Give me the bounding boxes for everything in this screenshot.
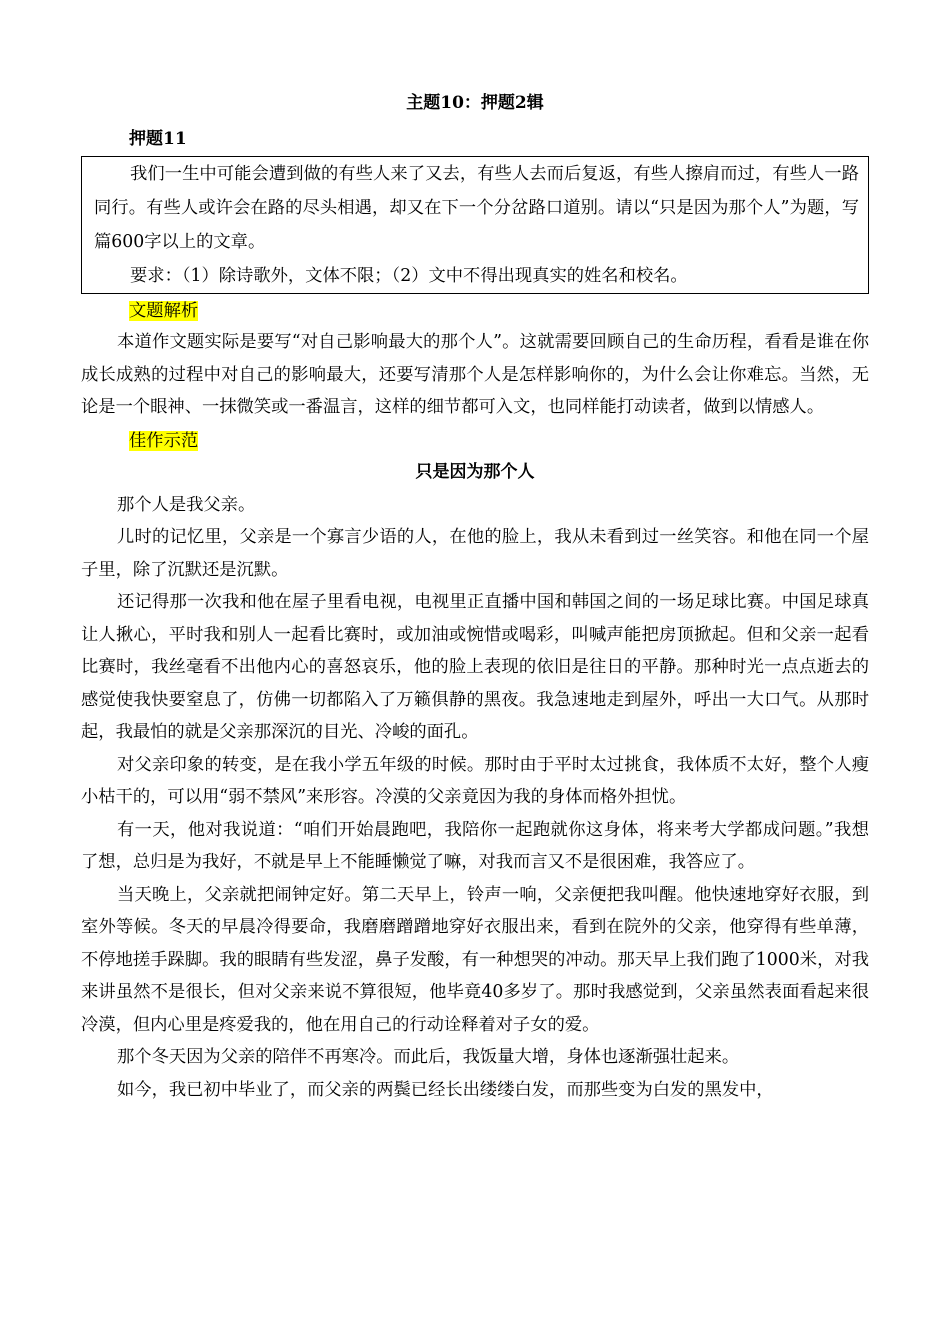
essay-paragraph-3: 还记得那一次我和他在屋子里看电视，电视里正直播中国和韩国之间的一场足球比赛。中国足球真让人揪心，平时我和别人一起看比赛时，或加油或惋惜或喝彩，叫喊声能把房顶掀起。但和父亲一起看比赛时，我丝毫看不出他内心的喜怒哀乐，他的脸上表现的依旧是往日的平静。那种时光一点点逝去的感觉使我快要窒息了，仿佛一切都陷入了万籁俱静的黑夜。我急速地走到屋外，呼出一大口气。从那时起，我最怕的就是父亲那深沉的目光、冷峻的面孔。 [81,592,869,742]
document-page [81,88,869,1106]
essay-paragraph-5: 有一天，他对我说道：“咱们开始晨跑吧，我陪你一起跑就你这身体，将来考大学都成问题。”我想了想，总归是为我好，不就是早上不能睡懒觉了嘛，对我而言又不是很困难，我答应了。 [81,819,869,872]
analysis-label: 文题解析 [129,301,199,321]
section-subtitle: 押题11 [129,129,187,149]
prompt-paragraph: 我们一生中可能会遭到做的有些人来了又去，有些人去而后复返，有些人擦肩而过，有些人一路同行。有些人或许会在路的尽头相遇，却又在下一个分岔路口道别。请以“只是因为那个人”为题，写篇600字以上的文章。 [94,164,859,252]
example-label-row [81,426,869,456]
essay-paragraph-4: 对父亲印象的转变，是在我小学五年级的时候。那时由于平时太过挑食，我体质不太好，整个人瘦小枯干的，可以用“弱不禁风”来形容。冷漠的父亲竟因为我的身体而格外担忧。 [81,754,869,807]
essay-paragraph-6: 当天晚上，父亲就把闹钟定好。第二天早上，铃声一响，父亲便把我叫醒。他快速地穿好衣服，到室外等候。冬天的早晨冷得要命，我磨磨蹭蹭地穿好衣服出来，看到在院外的父亲，他穿得有些单薄，不停地搓手跺脚。我的眼睛有些发涩，鼻子发酸，有一种想哭的冲动。那天早上我们跑了1000米，对我来讲虽然不是很长，但对父亲来说不算很短，他毕竟40多岁了。那时我感觉到，父亲虽然表面看起来很冷漠，但内心里是疼爱我的，他在用自己的行动诠释着对子女的爱。 [81,884,869,1035]
essay-title: 只是因为那个人 [415,461,535,482]
analysis-label-row [81,296,869,326]
prompt-requirements: 要求：（1）除诗歌外，文体不限；（2）文中不得出现真实的姓名和校名。 [130,266,688,286]
essay-paragraph-7: 那个冬天因为父亲的陪伴不再寒冷。而此后，我饭量大增，身体也逐渐强壮起来。 [117,1047,740,1067]
essay-paragraph-1: 那个人是我父亲。 [117,494,256,515]
essay-paragraph-2: 儿时的记忆里，父亲是一个寡言少语的人，在他的脸上，我从未看到过一丝笑容。和他在同一个屋子里，除了沉默还是沉默。 [81,527,869,580]
essay-paragraph-8: 如今，我已初中毕业了，而父亲的两鬓已经长出缕缕白发，而那些变为白发的黑发中， [117,1079,774,1100]
page-title: 主题10：押题2辑 [406,93,544,113]
analysis-text: 本道作文题实际是要写“对自己影响最大的那个人”。这就需要回顾自己的生命历程，看看是谁在你成长成熟的过程中对自己的影响最大，还要写清那个人是怎样影响你的，为什么会让你难忘。当然，无论是一个眼神、一抹微笑或一番温言，这样的细节都可入文，也同样能打动读者，做到以情感人。 [81,332,869,417]
prompt-box [81,156,869,294]
example-label: 佳作示范 [129,430,199,451]
